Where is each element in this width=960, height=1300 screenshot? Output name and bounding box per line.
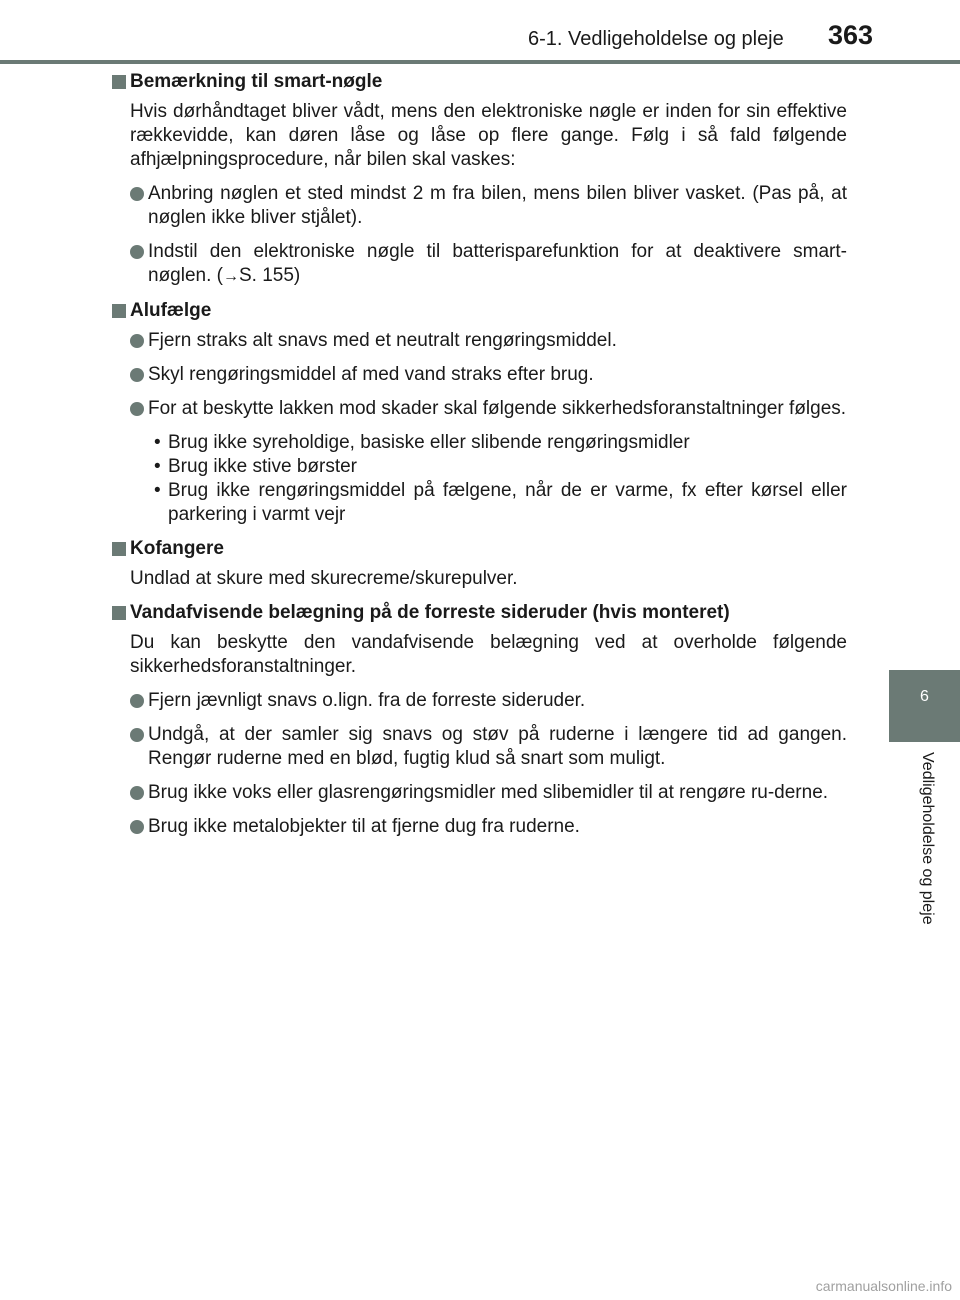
chapter-tab[interactable] xyxy=(889,670,960,742)
sub-list-item: • Brug ikke stive børster xyxy=(154,456,357,477)
section-heading: Vandafvisende belægning på de forreste sideruder (hvis monteret) xyxy=(112,601,847,625)
list-item: Fjern straks alt snavs med et neutralt rengøringsmiddel. xyxy=(130,329,847,353)
dot-bullet-icon: • xyxy=(154,480,161,501)
chapter-label: Vedligeholdelse og pleje xyxy=(919,752,936,925)
arrow-right-icon: → xyxy=(222,268,239,285)
page-content xyxy=(112,70,847,849)
page-number: 363 xyxy=(828,20,874,50)
square-bullet-icon xyxy=(112,75,126,89)
section-heading: Bemærkning til smart-nøgle xyxy=(112,70,847,94)
header-divider xyxy=(0,60,960,64)
paragraph: Undlad at skure med skurecreme/skurepulver. xyxy=(130,568,518,589)
list-item: Fjern jævnligt snavs o.lign. fra de forreste sideruder. xyxy=(130,689,847,713)
list-item: Undgå, at der samler sig snavs og støv på ruderne i længere tid ad gangen. Rengør ruderne med en blød, fugtig klud så snart som muligt. xyxy=(130,723,847,771)
square-bullet-icon xyxy=(112,606,126,620)
round-bullet-icon xyxy=(130,820,144,834)
paragraph: Hvis dørhåndtaget bliver vådt, mens den elektroniske nøgle er inden for sin effektive rækkevidde, kan døren låse og låse op flere gange. Følg i så fald følgende afhjælpningsprocedure, når bilen skal vaskes: xyxy=(130,101,847,170)
square-bullet-icon xyxy=(112,304,126,318)
section-heading: Alufælge xyxy=(112,299,847,323)
sub-list-item: • Brug ikke syreholdige, basiske eller slibende rengøringsmidler xyxy=(154,432,690,453)
list-item: Indstil den elektroniske nøgle til batterisparefunktion for at deaktivere smart-nøglen. (→S. 155) xyxy=(130,240,847,289)
square-bullet-icon xyxy=(112,542,126,556)
watermark: carmanualsonline.info xyxy=(815,1278,952,1294)
round-bullet-icon xyxy=(130,334,144,348)
list-item: Skyl rengøringsmiddel af med vand straks efter brug. xyxy=(130,363,847,387)
list-item: For at beskytte lakken mod skader skal følgende sikkerhedsforanstaltninger følges. xyxy=(130,397,847,421)
round-bullet-icon xyxy=(130,187,144,201)
list-item: Brug ikke metalobjekter til at fjerne dug fra ruderne. xyxy=(130,815,847,839)
sub-list-item: • Brug ikke rengøringsmiddel på fælgene, når de er varme, fx efter kørsel eller parkering i varmt vejr xyxy=(154,480,847,525)
round-bullet-icon xyxy=(130,728,144,742)
paragraph: Du kan beskytte den vandafvisende belægning ved at overholde følgende sikkerhedsforanstaltninger. xyxy=(130,632,847,677)
list-item: Brug ikke voks eller glasrengøringsmidler med slibemidler til at rengøre ru-derne. xyxy=(130,781,847,805)
section-title: 6-1. Vedligeholdelse og pleje xyxy=(528,28,784,50)
chapter-label-area xyxy=(889,742,960,1042)
section-heading: Kofangere xyxy=(112,537,847,561)
page-reference[interactable]: S. 155) xyxy=(238,265,301,286)
round-bullet-icon xyxy=(130,368,144,382)
sub-list xyxy=(148,431,847,527)
dot-bullet-icon: • xyxy=(154,432,161,453)
round-bullet-icon xyxy=(130,694,144,708)
page-header xyxy=(0,0,960,62)
round-bullet-icon xyxy=(130,245,144,259)
chapter-number: 6 xyxy=(920,688,929,705)
list-item: Anbring nøglen et sted mindst 2 m fra bilen, mens bilen bliver vasket. (Pas på, at nøglen ikke bliver stjålet). xyxy=(130,182,847,230)
dot-bullet-icon: • xyxy=(154,456,161,477)
round-bullet-icon xyxy=(130,402,144,416)
round-bullet-icon xyxy=(130,786,144,800)
